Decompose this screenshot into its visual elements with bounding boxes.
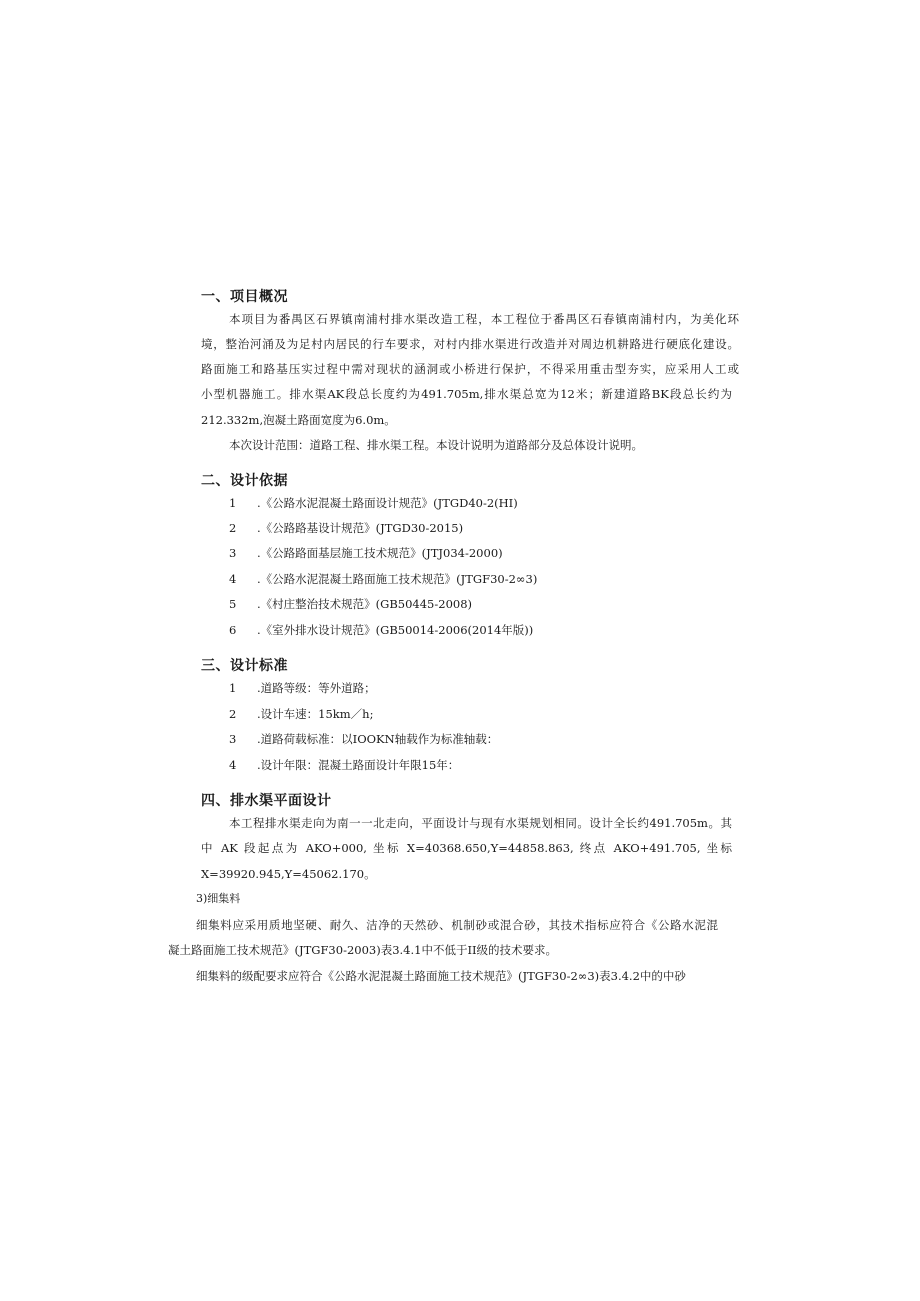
reference-item-text: .《公路路面基层施工技术规范》(JTJ034-2000) bbox=[257, 546, 503, 560]
standard-item-number: 3 bbox=[229, 732, 237, 746]
section-4-para-2-line-1: 细集料应采用质地坚硬、耐久、洁净的天然砂、机制砂或混合砂，其技术指标应符合《公路水泥混 bbox=[196, 918, 718, 932]
section-4-para-2-line-2: 凝土路面施工技术规范》(JTGF30-2003)表3.4.1中不低于II级的技术要求。 bbox=[168, 943, 558, 957]
section-1-para-1-line-5: 212.332m,泡凝土路面宽度为6.0m。 bbox=[201, 413, 396, 427]
standard-item bbox=[229, 706, 373, 722]
reference-item-number: 4 bbox=[229, 572, 237, 586]
reference-item bbox=[229, 495, 518, 511]
standard-item-text: .道路等级：等外道路； bbox=[257, 681, 376, 695]
section-1-para-1-line-2: 境，整治河涌及为足村内居民的行车要求，对村内排水渠进行改造并对周边机耕路进行硬底化建设。 bbox=[201, 337, 739, 351]
standard-item-number: 4 bbox=[229, 758, 237, 772]
reference-item-number: 5 bbox=[229, 597, 237, 611]
standard-item bbox=[229, 680, 376, 696]
reference-item-number: 1 bbox=[229, 496, 237, 510]
section-1-para-1-line-4: 小型机器施工。排水渠AK段总长度约为491.705m,排水渠总宽为12米；新建道路BK段总长约为 bbox=[201, 387, 732, 401]
reference-item-text: .《公路路基设计规范》(JTGD30-2015) bbox=[257, 521, 464, 535]
section-2-heading: 二、设计依据 bbox=[201, 473, 288, 489]
sub-heading-fine-aggregate: 3)细集料 bbox=[196, 892, 241, 905]
reference-item-text: .《公路水泥混凝土路面设计规范》(JTGD40-2(HI) bbox=[257, 496, 518, 510]
reference-item-number: 6 bbox=[229, 623, 237, 637]
standard-item-number: 1 bbox=[229, 681, 237, 695]
section-4-para-1-line-3: X=39920.945,Y=45062.170。 bbox=[201, 867, 376, 881]
standard-item-number: 2 bbox=[229, 707, 237, 721]
section-4-para-3: 细集料的级配要求应符合《公路水泥混凝土路面施工技术规范》(JTGF30-2∞3)表3.4.2中的中砂 bbox=[196, 969, 686, 983]
reference-item-text: .《村庄整治技术规范》(GB50445-2008) bbox=[257, 597, 473, 611]
section-4-para-1-line-1: 本工程排水渠走向为南一一北走向，平面设计与现有水渠规划相同。设计全长约491.705m。其 bbox=[229, 816, 732, 830]
standard-item-text: .设计车速：15km／h; bbox=[257, 707, 374, 721]
section-4-para-1-line-2: 中 AK 段起点为 AKO+000, 坐标 X=40368.650,Y=44858.863, 终点 AKO+491.705, 坐标 bbox=[201, 841, 732, 855]
standard-item-text: .道路荷载标准：以IOOKN轴载作为标准轴载： bbox=[257, 732, 499, 746]
reference-item bbox=[229, 545, 503, 561]
section-1-para-1-line-3: 路面施工和路基压实过程中需对现状的涵洞或小桥进行保护，不得采用重击型夯实，应采用人工或 bbox=[201, 362, 739, 376]
reference-item-number: 2 bbox=[229, 521, 237, 535]
standard-item bbox=[229, 757, 459, 773]
section-1-para-1-line-1: 本项目为番禺区石界镇南浦村排水渠改造工程，本工程位于番禺区石春镇南浦村内，为美化环 bbox=[229, 312, 739, 326]
section-1-para-2: 本次设计范围：道路工程、排水渠工程。本设计说明为道路部分及总体设计说明。 bbox=[229, 438, 643, 452]
reference-item bbox=[229, 520, 463, 536]
reference-item-text: .《公路水泥混凝土路面施工技术规范》(JTGF30-2∞3) bbox=[257, 572, 538, 586]
reference-item bbox=[229, 571, 537, 587]
section-3-heading: 三、设计标准 bbox=[201, 658, 288, 674]
reference-item bbox=[229, 622, 533, 638]
reference-item-text: .《室外排水设计规范》(GB50014-2006(2014年版)) bbox=[257, 623, 534, 637]
standard-item bbox=[229, 731, 498, 747]
section-4-heading: 四、排水渠平面设计 bbox=[201, 793, 332, 809]
section-1-heading: 一、项目概况 bbox=[201, 289, 288, 305]
reference-item bbox=[229, 596, 472, 612]
standard-item-text: .设计年限：混凝土路面设计年限15年： bbox=[257, 758, 460, 772]
reference-item-number: 3 bbox=[229, 546, 237, 560]
